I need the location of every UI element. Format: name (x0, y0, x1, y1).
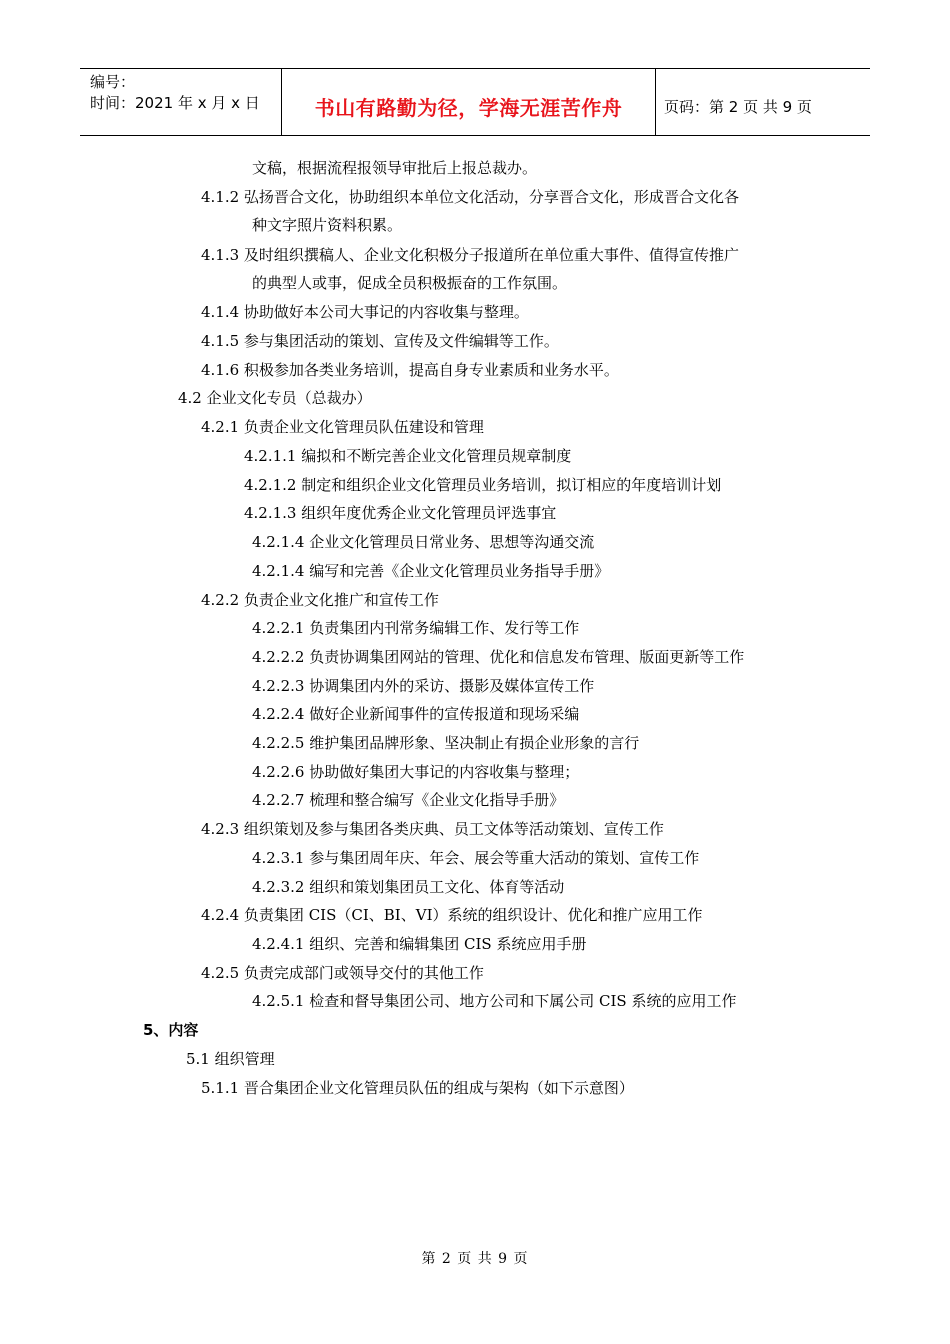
body-line: 4.2.3.1 参与集团周年庆、年会、展会等重大活动的策划、宣传工作 (252, 849, 700, 867)
body-line: 4.1.2 弘扬晋合文化，协助组织本单位文化活动，分享晋合文化，形成晋合文化各 (201, 188, 739, 206)
header-motto-cell (282, 69, 656, 135)
section-heading: 5、内容 (143, 1021, 199, 1039)
body-line: 4.2.1.3 组织年度优秀企业文化管理员评选事宜 (244, 504, 557, 522)
body-line: 4.2.2 负责企业文化推广和宣传工作 (201, 591, 439, 609)
page-header (80, 68, 870, 136)
body-line: 4.2.2.6 协助做好集团大事记的内容收集与整理； (252, 763, 580, 781)
body-line: 5.1.1 晋合集团企业文化管理员队伍的组成与架构（如下示意图） (201, 1079, 634, 1097)
body-line: 4.2.1.2 制定和组织企业文化管理员业务培训，拟订相应的年度培训计划 (244, 476, 722, 494)
header-motto: 书山有路勤为径，学海无涯苦作舟 (314, 95, 623, 120)
page-footer: 第 2 页 共 9 页 (421, 1251, 529, 1267)
body-line: 4.1.3 及时组织撰稿人、企业文化积极分子报道所在单位重大事件、值得宣传推广 (201, 246, 739, 264)
header-page-number: 页码：第 2 页 共 9 页 (664, 97, 812, 116)
body-line: 4.2 企业文化专员（总裁办） (178, 389, 372, 407)
body-line: 4.2.3.2 组织和策划集团员工文化、体育等活动 (252, 878, 565, 896)
body-line: 5.1 组织管理 (186, 1050, 275, 1068)
body-line: 4.2.1.4 企业文化管理员日常业务、思想等沟通交流 (252, 533, 595, 551)
document-number: 编号： (90, 73, 136, 91)
body-line: 4.2.1 负责企业文化管理员队伍建设和管理 (201, 418, 484, 436)
body-line: 4.2.2.7 梳理和整合编写《企业文化指导手册》 (252, 791, 565, 809)
body-line: 4.2.4.1 组织、完善和编辑集团 CIS 系统应用手册 (252, 935, 587, 953)
body-line: 4.2.2.1 负责集团内刊常务编辑工作、发行等工作 (252, 619, 580, 637)
header-meta (80, 69, 282, 135)
body-line: 4.1.5 参与集团活动的策划、宣传及文件编辑等工作。 (201, 332, 559, 350)
body-line: 种文字照片资料积累。 (252, 216, 403, 234)
body-line: 4.2.1.4 编写和完善《企业文化管理员业务指导手册》 (252, 562, 610, 580)
body-line: 4.2.2.4 做好企业新闻事件的宣传报道和现场采编 (252, 705, 580, 723)
body-line: 4.2.1.1 编拟和不断完善企业文化管理员规章制度 (244, 447, 572, 465)
body-line: 4.2.2.2 负责协调集团网站的管理、优化和信息发布管理、版面更新等工作 (252, 648, 745, 666)
body-line: 4.2.5 负责完成部门或领导交付的其他工作 (201, 964, 484, 982)
body-line: 文稿，根据流程报领导审批后上报总裁办。 (252, 159, 538, 177)
body-line: 的典型人或事，促成全员积极振奋的工作氛围。 (252, 274, 568, 292)
document-time: 时间：2021 年 x 月 x 日 (90, 94, 260, 112)
body-line: 4.2.4 负责集团 CIS（CI、BI、VI）系统的组织设计、优化和推广应用工作 (201, 906, 703, 924)
body-line: 4.2.2.5 维护集团品牌形象、坚决制止有损企业形象的言行 (252, 734, 640, 752)
body-line: 4.1.4 协助做好本公司大事记的内容收集与整理。 (201, 303, 529, 321)
header-page-cell (656, 69, 870, 135)
body-line: 4.2.2.3 协调集团内外的采访、摄影及媒体宣传工作 (252, 677, 595, 695)
body-line: 4.2.5.1 检查和督导集团公司、地方公司和下属公司 CIS 系统的应用工作 (252, 992, 737, 1010)
body-line: 4.1.6 积极参加各类业务培训，提高自身专业素质和业务水平。 (201, 361, 619, 379)
body-line: 4.2.3 组织策划及参与集团各类庆典、员工文体等活动策划、宣传工作 (201, 820, 664, 838)
